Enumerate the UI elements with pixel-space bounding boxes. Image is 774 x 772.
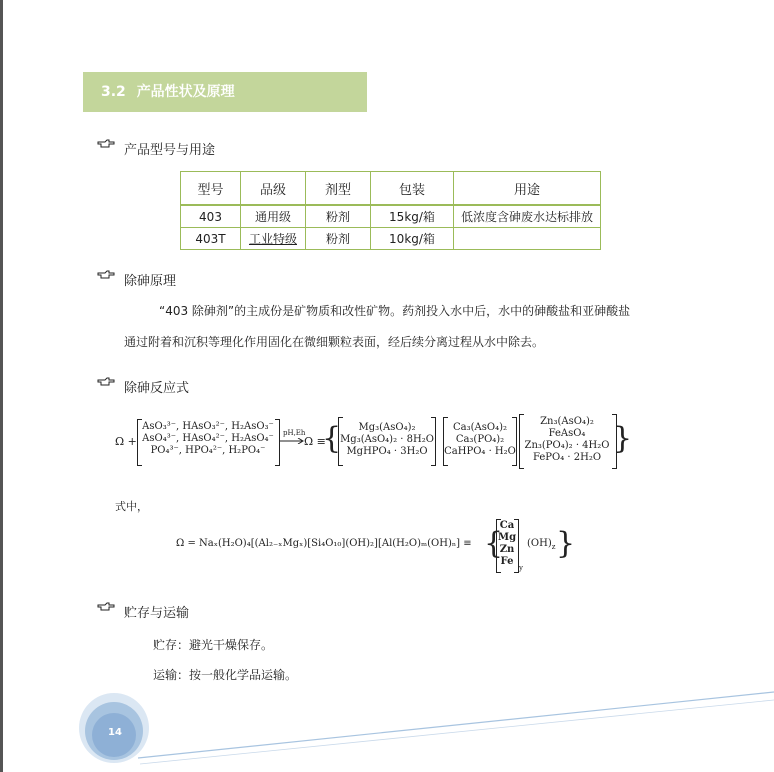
table-header: 包装 <box>371 172 454 206</box>
product-line: Zn₃(AsO₄)₂ <box>540 416 594 427</box>
storage-text: 贮存：避光干燥保存。 <box>153 638 274 652</box>
reactant-line: AsO₃³⁻, HAsO₃²⁻, H₂AsO₃⁻ <box>142 421 274 432</box>
table-cell: 粉剂 <box>306 205 371 228</box>
omega-tail-subscript: z <box>551 543 556 551</box>
table-cell: 10kg/箱 <box>371 228 454 250</box>
element-item: Zn <box>499 544 515 555</box>
product-line: MgHPO₄ · 3H₂O <box>346 446 428 457</box>
element-right-brace: } <box>556 526 576 561</box>
product-right-brace: } <box>613 421 633 456</box>
product-left-brace: { <box>322 421 342 456</box>
bullet-text: 贮存与运输 <box>124 606 190 621</box>
table-cell: 工业特级 <box>241 228 306 250</box>
reactant-line: AsO₄³⁻, HAsO₄²⁻, H₂AsO₄⁻ <box>142 433 274 444</box>
page-number: 14 <box>108 727 122 738</box>
product-line: Mg₃(AsO₄)₂ · 8H₂O <box>340 434 434 445</box>
table-cell: 15kg/箱 <box>371 205 454 228</box>
table-cell: 通用级 <box>241 205 306 228</box>
product-line: FeAsO₄ <box>548 428 586 439</box>
bullet-text: 产品型号与用途 <box>124 143 216 158</box>
reaction-condition: pH,Eh <box>283 429 306 437</box>
section-title: 产品性状及原理 <box>136 84 235 100</box>
product-line: Ca₃(AsO₄)₂ <box>453 422 507 433</box>
table-header: 型号 <box>181 172 241 206</box>
omega-tail-text: (OH) <box>527 538 552 549</box>
section-number: 3.2 <box>101 84 126 100</box>
table-cell: 403T <box>181 228 241 250</box>
transport-text: 运输：按一般化学品运输。 <box>153 668 298 682</box>
product-line: Zn₃(PO₄)₂ · 4H₂O <box>524 440 610 451</box>
reactant-line: PO₄³⁻, HPO₄²⁻, H₂PO₄⁻ <box>150 445 266 456</box>
element-item: Fe <box>500 556 514 567</box>
product-line: Mg₃(AsO₄)₂ <box>358 422 416 433</box>
bullet-text: 除砷反应式 <box>124 381 190 396</box>
product-line: FePO₄ · 2H₂O <box>532 452 602 463</box>
table-cell: 低浓度含砷废水达标排放 <box>454 205 601 228</box>
table-header: 用途 <box>454 172 601 206</box>
where-label: 式中， <box>115 500 148 513</box>
omega-plus: Ω + <box>115 435 137 448</box>
table-header: 品级 <box>241 172 306 206</box>
principle-line-1: “403 除砷剂”的主成份是矿物质和改性矿物。药剂投入水中后，水中的砷酸盐和亚砷酸盐 <box>159 304 631 318</box>
omega-def-left: Ω = Naₓ(H₂O)₄[(Al₂₋ₓMgₓ)[Si₄O₁₀](OH)₂][Al(H₂O)ₘ(OH)ₙ] ≡ <box>176 538 472 549</box>
table-header: 剂型 <box>306 172 371 206</box>
table-cell: 粉剂 <box>306 228 371 250</box>
element-item: Mg <box>498 532 517 543</box>
element-left-brace: { <box>484 526 504 561</box>
principle-line-2: 通过附着和沉积等理化作用固化在微细颗粒表面，经后续分离过程从水中除去。 <box>124 335 545 349</box>
element-subscript: y <box>519 564 523 572</box>
bullet-text: 除砷原理 <box>124 274 177 289</box>
element-item: Ca <box>499 520 515 531</box>
product-line: Ca₃(PO₄)₂ <box>455 434 505 445</box>
product-line: CaHPO₄ · H₂O <box>444 446 516 457</box>
omega-equiv: Ω ≡ <box>304 435 326 448</box>
table-cell: 403 <box>181 205 241 228</box>
